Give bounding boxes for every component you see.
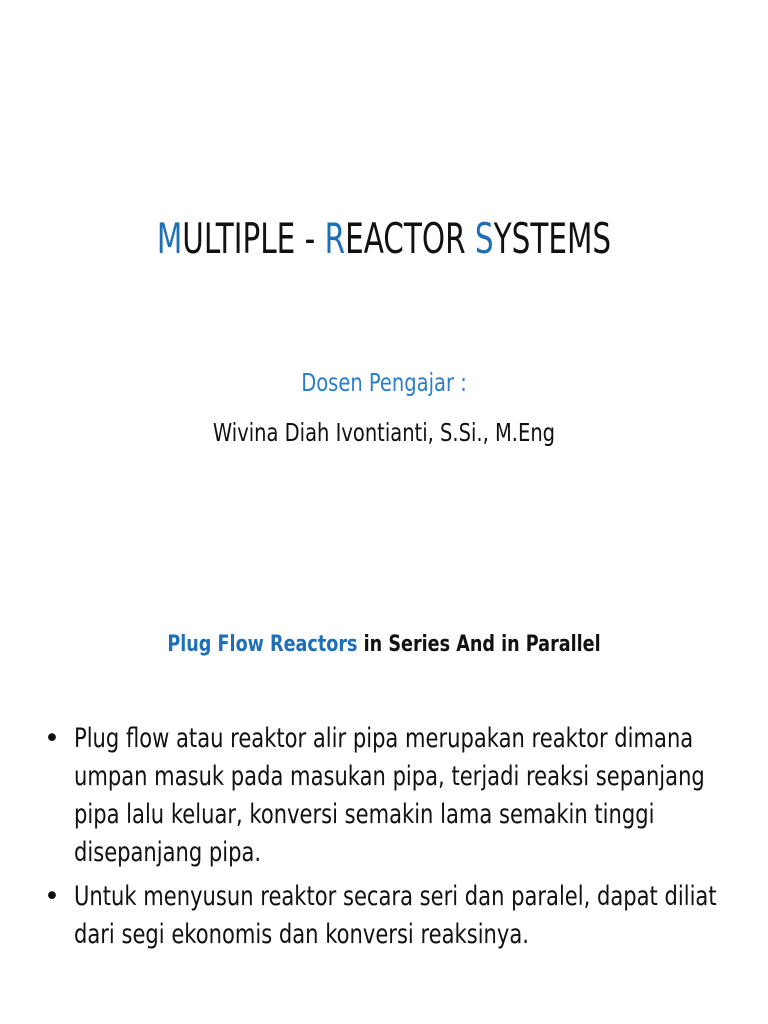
bullet-icon: • <box>44 881 60 912</box>
bullet-text: Plug flow atau reaktor alir pipa merupakan reaktor dimana umpan masuk pada masukan pipa, terjadi reaksi sepanjang pipa lalu keluar, konversi semakin lama semakin tinggi disepanjang pipa. <box>74 723 705 868</box>
title-rest-3: YSTEMS <box>493 214 612 263</box>
list-item <box>44 720 744 872</box>
list-item <box>44 878 744 954</box>
title-cap-s: S <box>474 214 494 263</box>
title-rest-1: ULTIPLE - <box>182 214 325 263</box>
bullet-icon: • <box>44 723 60 754</box>
bullet-list <box>44 720 744 960</box>
title-rest-2: EACTOR <box>345 214 475 263</box>
heading-rest: in Series And in Parallel <box>357 632 601 657</box>
title-cap-m: M <box>156 214 183 263</box>
lecturer-name: Wivina Diah Ivontianti, S.Si., M.Eng <box>212 418 556 447</box>
heading-accent: Plug Flow Reactors <box>167 632 358 657</box>
slide-heading <box>77 632 691 657</box>
lecturer-label: Dosen Pengajar : <box>301 368 467 397</box>
bullet-text: Untuk menyusun reaktor secara seri dan paralel, dapat diliat dari segi ekonomis dan konversi reaksinya. <box>74 881 717 950</box>
title-cap-r: R <box>324 214 346 263</box>
slide-title <box>84 214 683 263</box>
content-slide <box>0 512 768 1024</box>
